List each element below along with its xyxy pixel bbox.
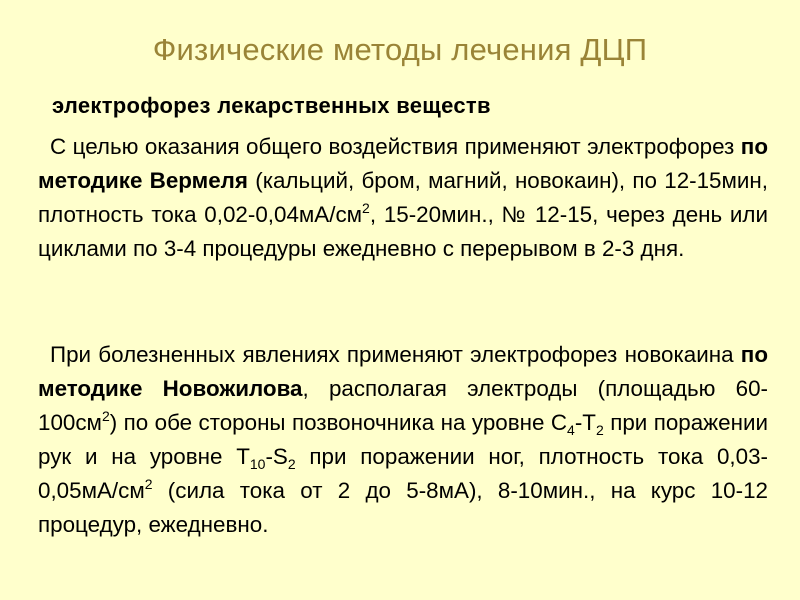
- paragraph-vermel-method: [38, 130, 768, 266]
- slide-subtitle: электрофорез лекарственных веществ: [52, 93, 491, 118]
- p2-method-bold: по методике Новожилова: [38, 342, 768, 401]
- p2-superscript-2: 2: [144, 476, 153, 492]
- p1-method-bold: по методике Вермеля: [38, 134, 768, 193]
- paragraph-novozhilov-method: [38, 338, 768, 542]
- p2-text-f: при поражении рук и на уровне Т: [38, 410, 768, 469]
- p1-superscript: 2: [362, 200, 370, 216]
- p2-text-a: При болезненных явлениях применяют электрофорез новокаина: [50, 342, 741, 367]
- p1-text-d: , 15-20мин., № 12-15, через день или циклами по 3-4 процедуры ежедневно с перерывом в 2-3 дня.: [38, 202, 769, 261]
- p2-subscript-4: 2: [287, 456, 296, 472]
- slide-title: Физические методы лечения ДЦП: [152, 32, 648, 67]
- p2-subscript-3: 10: [249, 456, 266, 472]
- p2-text-e: -Т: [574, 410, 596, 435]
- p2-text-g: -S: [265, 444, 288, 469]
- p2-text-h: при поражении ног, плотность тока 0,03-0,05мА/см: [38, 444, 769, 503]
- p2-text-i: (сила тока от 2 до 5-8мА), 8-10мин., на курс 10-12 процедур, ежедневно.: [38, 478, 768, 537]
- p1-text-c: (кальций, бром, магний, новокаин), по 12-15мин, плотность тока 0,02-0,04мА/см: [38, 168, 768, 227]
- p2-text-c: , располагая электроды (площадью 60-100см: [38, 376, 768, 435]
- p1-text-a: С целью оказания общего воздействия применяют электрофорез: [50, 134, 741, 159]
- p2-subscript-1: 4: [567, 422, 575, 438]
- p2-subscript-2: 2: [595, 422, 604, 438]
- p2-superscript-1: 2: [101, 408, 110, 424]
- p2-text-d: ) по обе стороны позвоночника на уровне С: [109, 410, 568, 435]
